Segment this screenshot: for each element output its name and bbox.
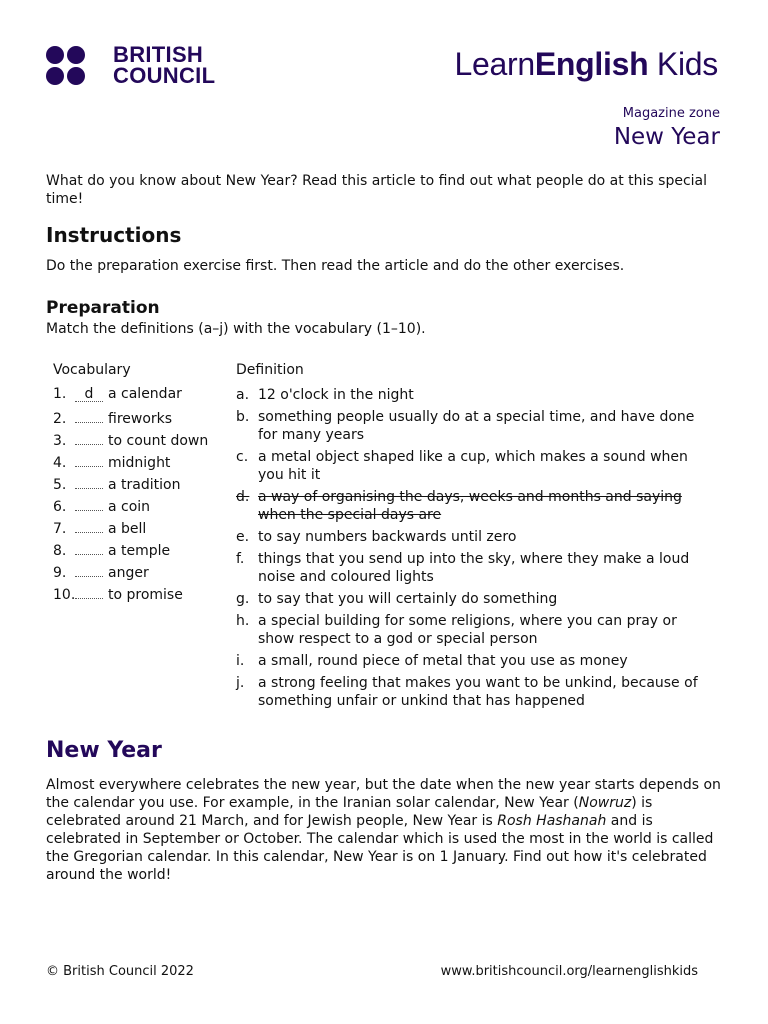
logo-dots-icon [46, 46, 106, 85]
list-item: c. a metal object shaped like a cup, which makes a sound when you hit it [236, 449, 688, 483]
answer-blank[interactable] [75, 584, 103, 599]
answer-blank[interactable] [75, 518, 103, 533]
list-item: 6. a coin [53, 496, 208, 518]
list-item: j. a strong feeling that makes you want to be unkind, because of something unfair or unkind that has happened [236, 675, 698, 709]
instructions-heading: Instructions [46, 223, 182, 247]
list-item: h. a special building for some religions, where you can pray or show respect to a god or special person [236, 613, 677, 647]
definition-list [236, 386, 716, 714]
intro-text: What do you know about New Year? Read this article to find out what people do at this special time! [46, 173, 708, 207]
answer-blank[interactable] [75, 408, 103, 423]
list-item: 5. a tradition [53, 474, 208, 496]
answer-blank[interactable] [75, 540, 103, 555]
answer-blank[interactable] [75, 496, 103, 511]
list-item: 8. a temple [53, 540, 208, 562]
answer-blank[interactable]: d [75, 387, 103, 402]
list-item: f. things that you send up into the sky, where they make a loud noise and coloured lights [236, 551, 690, 585]
preparation-heading: Preparation [46, 298, 160, 318]
definition-heading: Definition [236, 362, 304, 378]
answer-blank[interactable] [75, 430, 103, 445]
footer-url[interactable]: www.britishcouncil.org/learnenglishkids [440, 964, 698, 979]
british-council-logo [46, 44, 215, 86]
list-item: 2. fireworks [53, 408, 208, 430]
answer-blank[interactable] [75, 562, 103, 577]
list-item: a. 12 o'clock in the night [236, 387, 414, 403]
vocabulary-list [53, 386, 208, 606]
list-item: 1. d a calendar [53, 386, 182, 402]
list-item: g. to say that you will certainly do something [236, 591, 558, 607]
article-text: Almost everywhere celebrates the new year, but the date when the new year starts depends on the calendar you use. For example, in the Iranian solar calendar, New Year (Nowruz) is celebrated around 21 March, and for Jewish people, New Year is Rosh Hashanah and is celebrated in September or October. The calendar which is used the most in the world is called the Gregorian calendar. In this calendar, New Year is on 1 January. Find out how it's celebrated around the world! [46, 777, 721, 883]
article-heading: New Year [46, 738, 162, 763]
copyright: © British Council 2022 [46, 964, 194, 979]
list-item: i. a small, round piece of metal that you use as money [236, 653, 628, 669]
preparation-text: Match the definitions (a–j) with the vocabulary (1–10). [46, 321, 426, 337]
instructions-text: Do the preparation exercise first. Then read the article and do the other exercises. [46, 258, 625, 274]
list-item: 3. to count down [53, 430, 208, 452]
list-item: e. to say numbers backwards until zero [236, 529, 517, 545]
list-item: 4. midnight [53, 452, 208, 474]
answer-blank[interactable] [75, 474, 103, 489]
list-item: b. something people usually do at a special time, and have done for many years [236, 409, 695, 443]
brand-name: BRITISH COUNCIL [113, 42, 216, 88]
section-label: Magazine zone [622, 106, 720, 121]
page-title: New Year [613, 124, 720, 150]
list-item: d. a way of organising the days, weeks and months and saying when the special days are [236, 489, 682, 523]
answer-blank[interactable] [75, 452, 103, 467]
list-item: 10. to promise [53, 584, 208, 606]
site-logo: LearnEnglish Kids [454, 46, 718, 82]
vocabulary-heading: Vocabulary [53, 362, 131, 378]
list-item: 9. anger [53, 562, 208, 584]
list-item: 7. a bell [53, 518, 208, 540]
